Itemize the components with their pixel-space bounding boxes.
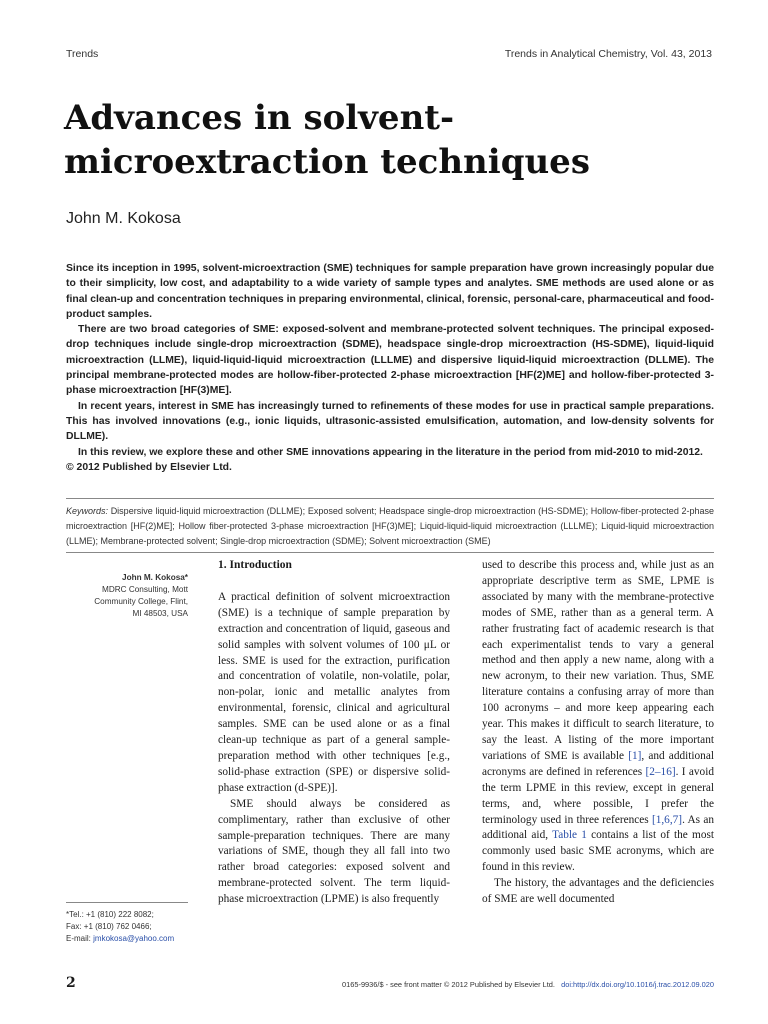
- keywords-top-rule: [66, 498, 714, 499]
- keywords-label: Keywords:: [66, 506, 109, 516]
- contact-email-link[interactable]: jmkokosa@yahoo.com: [93, 934, 175, 943]
- section-heading-introduction: 1. Introduction: [218, 559, 292, 571]
- intro-paragraph-4: The history, the advantages and the deficiencies of SME are well documented: [482, 877, 714, 906]
- abstract-paragraph-2: There are two broad categories of SME: exposed-solvent and membrane-protected solvent techniques. The principal exposed-drop techniques include single-drop microextraction (SDME), headspace single-drop microextraction (HS-SDME), liquid-liquid microextraction (LLME), liquid-liquid-liquid microextraction (LLLME) and dispersive liquid-liquid microextraction (DLLME). The principal membrane-protected modes are hollow-fiber-protected 2-phase microextraction [HF(2)ME] and hollow-fiber-protected 3-phase microextraction [HF(3)ME].: [66, 324, 714, 397]
- contact-email-label: E-mail:: [66, 934, 91, 943]
- keywords-bottom-rule: [66, 552, 714, 553]
- keywords-block: [66, 504, 714, 549]
- affiliation-line-3: MI 48503, USA: [132, 609, 188, 618]
- body-column-2: [482, 558, 714, 908]
- abstract-paragraph-3: In recent years, interest in SME has increasingly turned to refinements of these modes for use in practical sample preparations. This has involved innovations (e.g., ionic liquids, ultrasonic-assisted emulsification, automation, and low-density solvents for DLLME).: [66, 400, 714, 443]
- text-span: contains a list of the most commonly used basic SME acronyms, which are found in this review.: [482, 829, 714, 874]
- reference-link-1[interactable]: [1]: [628, 749, 642, 762]
- footer-info: [342, 980, 714, 989]
- footer-front-matter: 0165-9936/$ - see front matter © 2012 Published by Elsevier Ltd.: [342, 980, 555, 989]
- table-1-link[interactable]: Table 1: [552, 829, 587, 842]
- article-title: Advances in solvent-microextraction techniques: [64, 98, 590, 182]
- contact-tel: *Tel.: +1 (810) 222 8082;: [66, 910, 154, 919]
- intro-paragraph-1: A practical definition of solvent microextraction (SME) is a technique of sample preparation by extraction and concentration of liquid, gaseous and solid samples with solvent volumes of 100 μL or less. SME is used for the extraction, purification and concentration of volatile, non-volatile, polar, non-polar, ionic and metallic analytes from environmental, forensic, clinical and agricultural samples. SME can be used alone or as a final clean-up technique as part of a general sample-preparation method with other techniques [e.g., solid-phase extraction (SPE) or dispersive solid-phase extraction (d-SPE)].: [218, 590, 450, 794]
- affiliation-author-name: John M. Kokosa*: [122, 573, 188, 582]
- contact-rule: [66, 902, 188, 903]
- abstract-paragraph-1: Since its inception in 1995, solvent-microextraction (SME) techniques for sample preparation have grown increasingly popular due to their simplicity, low cost, and adaptability to a wide variety of sample types and analytes. SME methods are used alone or as final clean-up and concentration techniques in preparing environmental, clinical, forensic, personal-care, pharmaceutical and food-product samples.: [66, 263, 714, 320]
- text-span: used to describe this process and, while just as an appropriate descriptive term as SME, LPME is associated by many with the membrane-protective modes of SME, rather than as a general term. A rather frustrating fact of academic research is that each experimentalist tends to vary a general method and then apply a new name, along with a new acronym, to their new variation. Thus, SME literature contains a confusing array of more than 100 acronyms – and more keep appearing each year. This makes it difficult to search literature, to say the least. A listing of the more important variations of SME is available: [482, 559, 714, 762]
- running-header-section: Trends: [66, 48, 99, 60]
- reference-link-2-16[interactable]: [2–16]: [645, 765, 676, 778]
- page-number: 2: [66, 975, 76, 991]
- intro-paragraph-3: [482, 558, 714, 876]
- text-span: . As an additional aid,: [482, 813, 714, 842]
- affiliation-line-2: Community College, Flint,: [94, 597, 188, 606]
- copyright-line: © 2012 Published by Elsevier Ltd.: [66, 461, 232, 473]
- intro-paragraph-2: SME should always be considered as complimentary, rather than exclusive of other sample-preparation techniques. There are many variations of SME, though they all fall into two rather broad categories: exposed solvent and membrane-protected solvent. The term liquid-phase microextraction (LPME) is also frequently: [218, 797, 450, 906]
- abstract-paragraph-4: In this review, we explore these and other SME innovations appearing in the literature in the period from mid-2010 to mid-2012.: [78, 446, 703, 458]
- contact-fax: Fax: +1 (810) 762 0466;: [66, 922, 152, 931]
- abstract: [66, 261, 714, 475]
- affiliation-line-1: MDRC Consulting, Mott: [102, 585, 188, 594]
- doi-link[interactable]: doi:http://dx.doi.org/10.1016/j.trac.2012.09.020: [561, 980, 714, 989]
- contact-info: [66, 909, 206, 945]
- reference-link-1-6-7[interactable]: [1,6,7]: [651, 813, 683, 826]
- text-span: . I avoid the term LPME in this review, except in general terms, and, where possible, I prefer the terminology used in three references: [482, 765, 714, 826]
- author-name: John M. Kokosa: [66, 210, 181, 227]
- body-column-1: [218, 558, 450, 908]
- contact-email-line: [66, 933, 206, 945]
- author-affiliation: [66, 572, 188, 620]
- text-span: , and additional acronyms are defined in references: [482, 749, 714, 778]
- running-header-journal: Trends in Analytical Chemistry, Vol. 43, 2013: [504, 48, 712, 60]
- keywords-text: Dispersive liquid-liquid microextraction (DLLME); Exposed solvent; Headspace single-drop microextraction (HS-SDME); Hollow-fiber-protected 2-phase microextraction [HF(2)ME]; Hollow fiber-protected 3-phase microextraction [HF(3)ME]; Liquid-liquid-liquid microextraction (LLLME); Liquid-liquid microextraction (LLME); Membrane-protected solvent; Single-drop microextraction (SDME); Solvent microextraction (SME): [66, 506, 714, 546]
